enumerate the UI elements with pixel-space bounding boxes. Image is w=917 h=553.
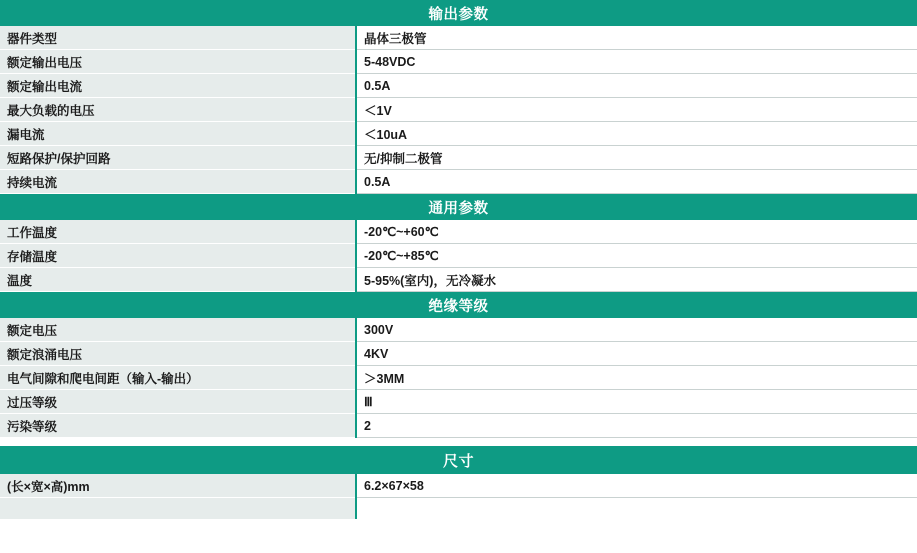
table-row [0, 74, 917, 98]
spacer-cell-right [356, 438, 917, 447]
table-row [0, 98, 917, 122]
row-value: ＞3MM [356, 366, 917, 390]
row-value: ＜10uA [356, 122, 917, 146]
table-row [0, 146, 917, 170]
table-row [0, 26, 917, 50]
row-label: 漏电流 [0, 122, 356, 146]
row-label: 存储温度 [0, 244, 356, 268]
table-row [0, 342, 917, 366]
table-row [0, 318, 917, 342]
row-value: 晶体三极管 [356, 26, 917, 50]
section-header-row [0, 446, 917, 474]
row-value: -20℃~+85℃ [356, 244, 917, 268]
table-row [0, 244, 917, 268]
table-row [0, 220, 917, 244]
table-row [0, 122, 917, 146]
row-label: 短路保护/保护回路 [0, 146, 356, 170]
section-header-row [0, 194, 917, 221]
spacer-cell-left [0, 438, 356, 447]
row-label: 工作温度 [0, 220, 356, 244]
section-spacer [0, 438, 917, 447]
row-value: 5-95%(室内)，无冷凝水 [356, 268, 917, 292]
row-value: 2 [356, 414, 917, 438]
table-row [0, 50, 917, 74]
row-value: Ⅲ [356, 390, 917, 414]
row-label: 持续电流 [0, 170, 356, 194]
row-label: 污染等级 [0, 414, 356, 438]
row-value: 6.2×67×58 [356, 474, 917, 498]
row-value: ＜1V [356, 98, 917, 122]
row-value: 4KV [356, 342, 917, 366]
row-label: 过压等级 [0, 390, 356, 414]
table-row [0, 366, 917, 390]
row-value: 5-48VDC [356, 50, 917, 74]
table-tail-row [0, 498, 917, 520]
table-row [0, 268, 917, 292]
row-value: 0.5A [356, 170, 917, 194]
row-label: 额定电压 [0, 318, 356, 342]
section-header-row [0, 292, 917, 319]
tail-cell-left [0, 498, 356, 520]
row-label: 额定输出电流 [0, 74, 356, 98]
row-value: -20℃~+60℃ [356, 220, 917, 244]
row-label: 器件类型 [0, 26, 356, 50]
row-value: 0.5A [356, 74, 917, 98]
row-label: 电气间隙和爬电间距（输入-输出） [0, 366, 356, 390]
section-title: 尺寸 [0, 446, 917, 474]
row-label: 额定浪涌电压 [0, 342, 356, 366]
table-row [0, 414, 917, 438]
row-label: 额定输出电压 [0, 50, 356, 74]
row-label: 温度 [0, 268, 356, 292]
section-title: 绝缘等级 [0, 292, 917, 319]
table-row [0, 170, 917, 194]
row-value: 无/抑制二极管 [356, 146, 917, 170]
tail-cell-right [356, 498, 917, 520]
section-title: 输出参数 [0, 0, 917, 26]
table-row [0, 474, 917, 498]
section-title: 通用参数 [0, 194, 917, 221]
row-label: 最大负载的电压 [0, 98, 356, 122]
row-value: 300V [356, 318, 917, 342]
row-label: (长×宽×高)mm [0, 474, 356, 498]
table-row [0, 390, 917, 414]
section-header-row [0, 0, 917, 26]
